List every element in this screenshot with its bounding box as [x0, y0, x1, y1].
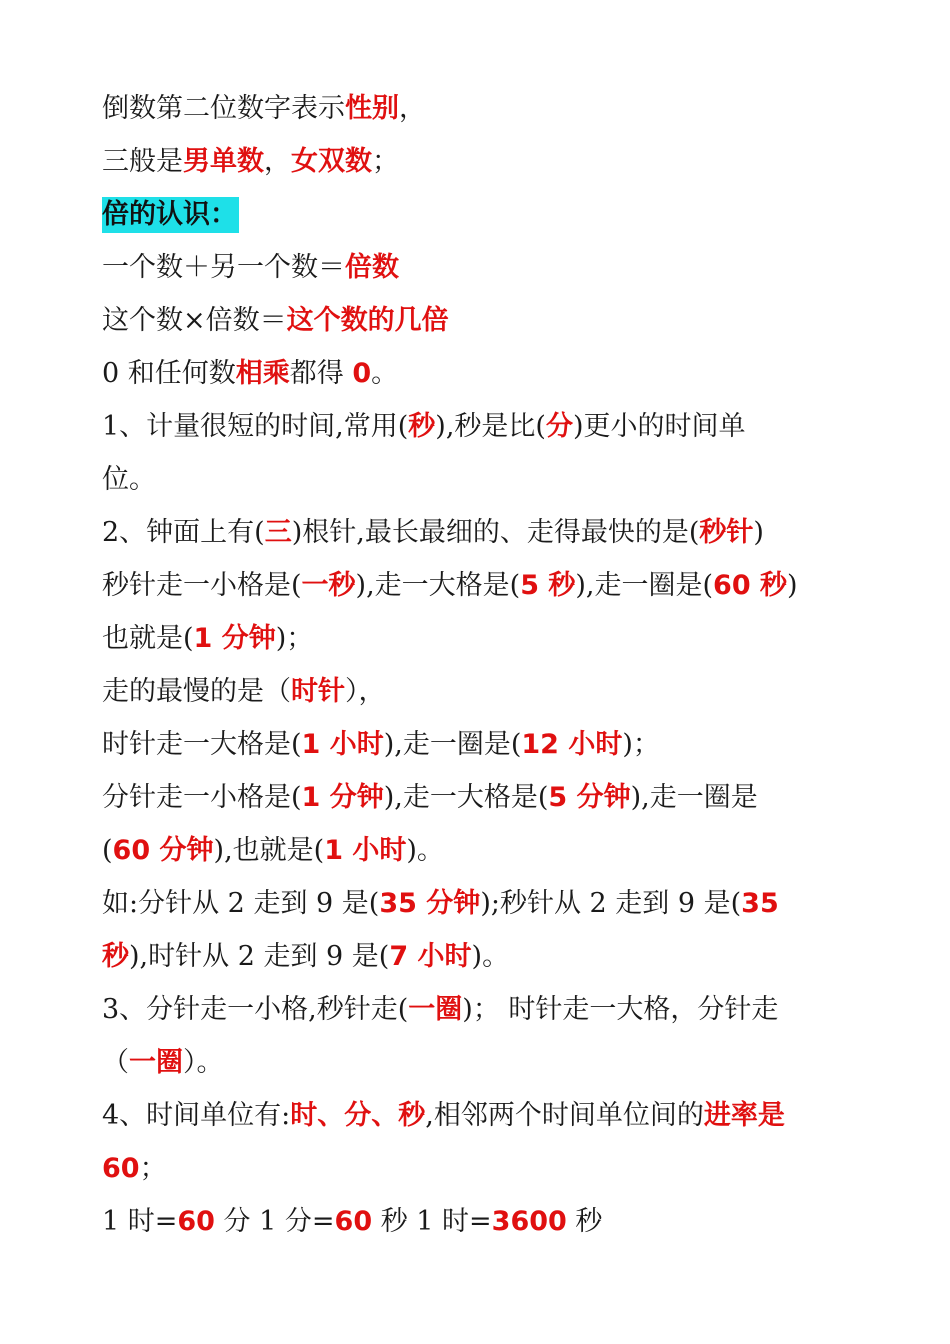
- text-line: [102, 1036, 882, 1089]
- body-text: );秒针从 2 走到 9 是(: [480, 888, 742, 919]
- body-text: 三般是: [102, 146, 183, 177]
- body-text: )。: [406, 835, 444, 866]
- text-line: [102, 135, 882, 188]
- body-text: ),也就是(: [213, 835, 325, 866]
- body-text: ),走一圈是(: [575, 570, 714, 601]
- text-line: [102, 347, 882, 400]
- body-text: )；: [622, 729, 660, 760]
- emphasis-text: 秒针: [699, 517, 754, 548]
- emphasis-text: 35: [741, 888, 779, 919]
- body-text: 分针走一小格是(: [102, 782, 302, 813]
- text-line: [102, 506, 882, 559]
- emphasis-text: 1 小时: [301, 729, 384, 760]
- text-line: [102, 824, 882, 877]
- text-line: [102, 294, 882, 347]
- body-text: ），: [345, 676, 386, 707]
- body-text: ；: [139, 1153, 167, 1184]
- emphasis-text: 时、分、秒: [290, 1100, 426, 1131]
- emphasis-text: 性别: [345, 93, 399, 124]
- body-text: 时针走一大格是(: [102, 729, 302, 760]
- emphasis-text: 三: [264, 517, 292, 548]
- text-line: [102, 930, 882, 983]
- body-text: ),走一大格是(: [355, 570, 521, 601]
- emphasis-text: 60: [177, 1206, 215, 1237]
- body-text: 分 1 分=: [214, 1206, 335, 1237]
- body-text: )根针,最长最细的、走得最快的是(: [291, 517, 700, 548]
- body-text: ，: [399, 93, 426, 124]
- emphasis-text: 0: [352, 358, 372, 389]
- emphasis-text: 男单数: [183, 146, 264, 177]
- emphasis-text: 这个数的几倍: [286, 305, 449, 336]
- emphasis-text: 时针: [291, 676, 345, 707]
- body-text: 1、计量很短的时间,常用(: [102, 411, 409, 442]
- emphasis-text: 一秒: [301, 570, 356, 601]
- body-text: 这个数×倍数＝: [102, 305, 287, 336]
- body-text: ),时针从 2 走到 9 是(: [129, 941, 390, 972]
- body-text: 秒 1 时=: [372, 1206, 492, 1237]
- emphasis-text: 分: [545, 411, 573, 442]
- body-text: 走的最慢的是（: [102, 676, 291, 707]
- body-text: ，: [264, 146, 291, 177]
- emphasis-text: 1 小时: [324, 835, 407, 866]
- emphasis-text: 60: [334, 1206, 373, 1237]
- body-text: 位。: [102, 464, 156, 495]
- body-text: 倒数第二位数字表示: [102, 93, 345, 124]
- body-text: 1 时=: [102, 1206, 178, 1237]
- text-line: [102, 453, 882, 506]
- body-text: ；: [372, 146, 399, 177]
- body-text: )；: [275, 623, 314, 654]
- body-text: )更小的时间单: [572, 411, 746, 442]
- body-text: 秒针走一小格是(: [102, 570, 302, 601]
- body-text: 4、时间单位有:: [102, 1100, 291, 1131]
- body-text: 如:分针从 2 走到 9 是(: [102, 888, 380, 919]
- text-line: [102, 1195, 882, 1248]
- emphasis-text: 5 分钟: [548, 782, 631, 813]
- emphasis-text: 1 分钟: [301, 782, 384, 813]
- emphasis-text: 1 分钟: [193, 623, 276, 654]
- text-line: [102, 771, 882, 824]
- body-text: 0 和任何数: [102, 358, 236, 389]
- emphasis-text: 7 小时: [389, 941, 472, 972]
- text-line: [102, 983, 882, 1036]
- body-text: ),秒是比(: [435, 411, 546, 442]
- text-line: [102, 612, 882, 665]
- highlighted-heading: 倍的认识：: [102, 197, 239, 233]
- body-text: ): [787, 570, 798, 601]
- body-text: ),走一圈是: [630, 782, 758, 813]
- emphasis-text: 60 秒: [713, 570, 788, 601]
- body-text: ),走一圈是(: [383, 729, 522, 760]
- emphasis-text: 35 分钟: [379, 888, 481, 919]
- emphasis-text: 5 秒: [520, 570, 576, 601]
- emphasis-text: 一圈: [129, 1047, 183, 1078]
- emphasis-text: 12 小时: [521, 729, 623, 760]
- emphasis-text: 一圈: [408, 994, 463, 1025]
- emphasis-text: 相乘: [235, 358, 290, 389]
- emphasis-text: 60 分钟: [112, 835, 214, 866]
- text-line: [102, 188, 882, 241]
- body-text: )； 时针走一大格，分针走: [462, 994, 779, 1025]
- text-line: [102, 1089, 882, 1142]
- body-text: 3、分针走一小格,秒针走(: [102, 994, 409, 1025]
- text-line: [102, 877, 882, 930]
- body-text: )。: [471, 941, 510, 972]
- text-line: [102, 559, 882, 612]
- body-text: 2、钟面上有(: [102, 517, 265, 548]
- body-text: 。: [371, 358, 399, 389]
- body-text: ）。: [183, 1047, 224, 1078]
- body-text: 也就是(: [102, 623, 194, 654]
- emphasis-text: 进率是: [703, 1100, 785, 1131]
- emphasis-text: 3600: [491, 1206, 567, 1237]
- emphasis-text: 秒: [408, 411, 436, 442]
- body-text: ),走一大格是(: [383, 782, 549, 813]
- emphasis-text: 秒: [102, 941, 129, 972]
- body-text: ,相邻两个时间单位间的: [425, 1100, 704, 1131]
- text-line: [102, 82, 882, 135]
- text-line: [102, 718, 882, 771]
- emphasis-text: 倍数: [345, 252, 399, 283]
- body-text: 秒: [566, 1206, 603, 1237]
- text-line: [102, 665, 882, 718]
- text-line: [102, 241, 882, 294]
- body-text: ): [753, 517, 764, 548]
- body-text: （: [102, 1047, 129, 1078]
- text-line: [102, 400, 882, 453]
- emphasis-text: 60: [102, 1153, 140, 1184]
- text-line: [102, 1142, 882, 1195]
- body-text: (: [102, 835, 113, 866]
- body-text: 都得: [289, 358, 353, 389]
- document-body: [102, 82, 882, 1248]
- body-text: 一个数＋另一个数＝: [102, 252, 345, 283]
- emphasis-text: 女双数: [291, 146, 372, 177]
